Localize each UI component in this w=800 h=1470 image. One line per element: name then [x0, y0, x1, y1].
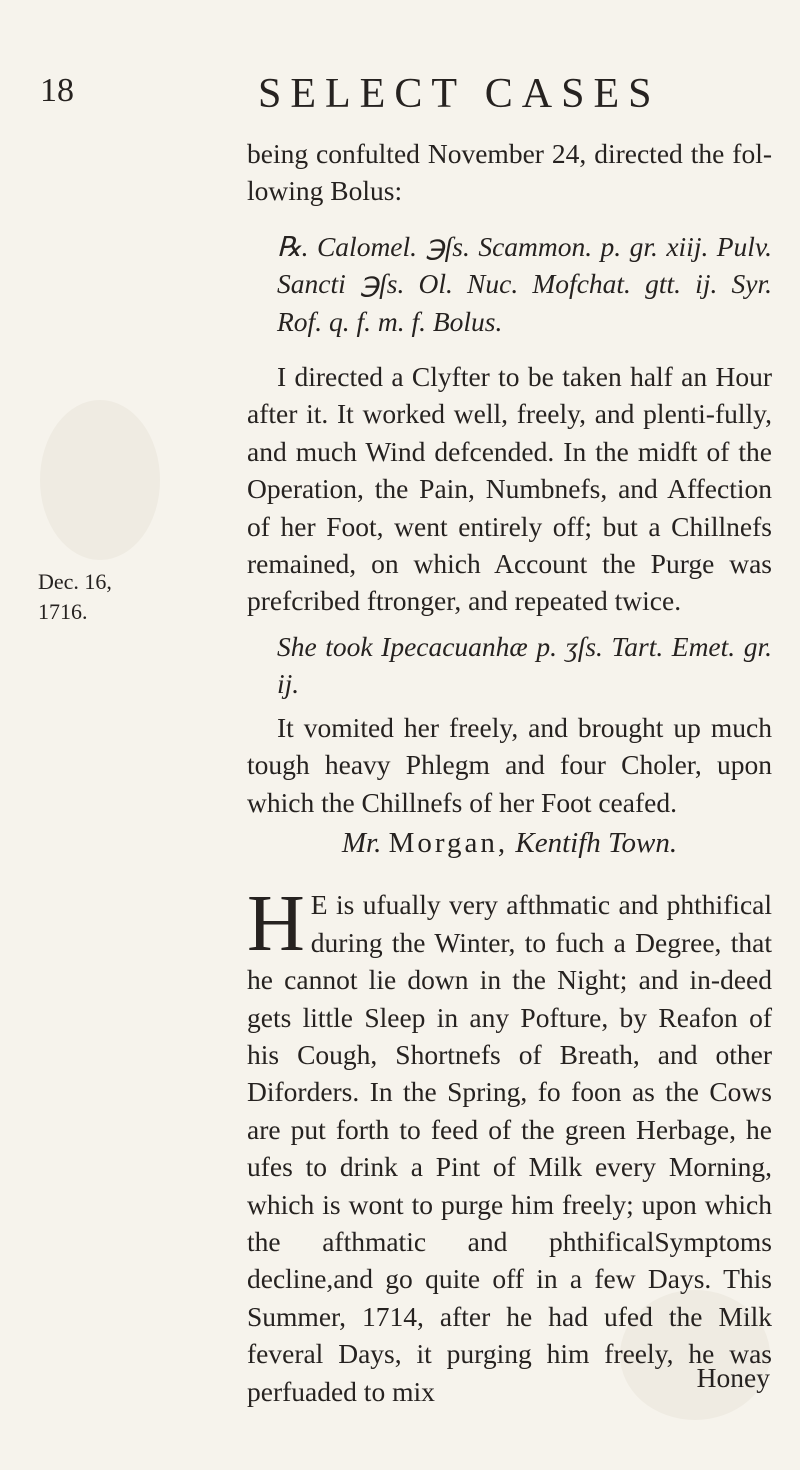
margin-date-note — [38, 567, 112, 627]
page-number: 18 — [40, 72, 74, 109]
case-place: Kentifh Town. — [515, 827, 678, 859]
paragraph: It vomited her freely, and brought up much tough heavy Phlegm and four Choler, upon which the Chillnefs of her Foot ceafed. — [247, 711, 772, 818]
case-section — [247, 825, 772, 1410]
paragraph — [247, 880, 772, 1410]
running-head: SELECT CASES — [258, 71, 661, 117]
case-heading — [247, 825, 772, 862]
prescription: ℞. Calomel. ℈ſs. Scammon. p. gr. xiij. Pulv. Sancti ℈ſs. Ol. Nuc. Mofchat. gtt. ij. Syr. Rof. q. f. m. f. Bolus. — [277, 230, 772, 337]
drop-cap: H — [247, 880, 305, 969]
paragraph: I directed a Clyfter to be taken half an Hour after it. It worked well, freely, and plenti-fully, and much Wind defcended. In the midft of the Operation, the Pain, Numbnefs, and Affection of her Foot, went entirely off; but a Chillnefs remained, on which Account the Purge was prefcribed ftronger, and repeated twice. — [247, 361, 772, 617]
paragraph: being confulted November 24, directed the fol-lowing Bolus: — [247, 138, 772, 207]
case-text-block — [247, 135, 772, 821]
prescription: She took Ipecacuanhæ p. ʒſs. Tart. Emet. gr. ij. — [277, 630, 772, 700]
paper-stain — [40, 400, 160, 560]
margin-note-line: 1716. — [38, 599, 88, 624]
catchword: Honey — [696, 1362, 770, 1393]
paragraph-text: E is ufually very afthmatic and phthifical during the Winter, to fuch a Degree, that he cannot lie down in the Night; and in-deed gets little Sleep in any Pofture, by Reafon of his Cough, Shortnefs of Breath, and other Diforders. In the Spring, fo foon as the Cows are put forth to feed of the green Herbage, he ufes to drink a Pint of Milk every Morning, which is wont to purge him freely; upon which the afthmatic and phthificalSymptoms decline,and go quite off in a few Days. This Summer, 1714, after he had ufed the Milk feveral Days, it purging him freely, he was perfuaded to mix — [247, 889, 772, 1407]
patient-name: Morgan, — [388, 827, 509, 859]
case-heading-prefix: Mr. — [341, 827, 382, 859]
margin-note-line: Dec. 16, — [38, 569, 112, 594]
